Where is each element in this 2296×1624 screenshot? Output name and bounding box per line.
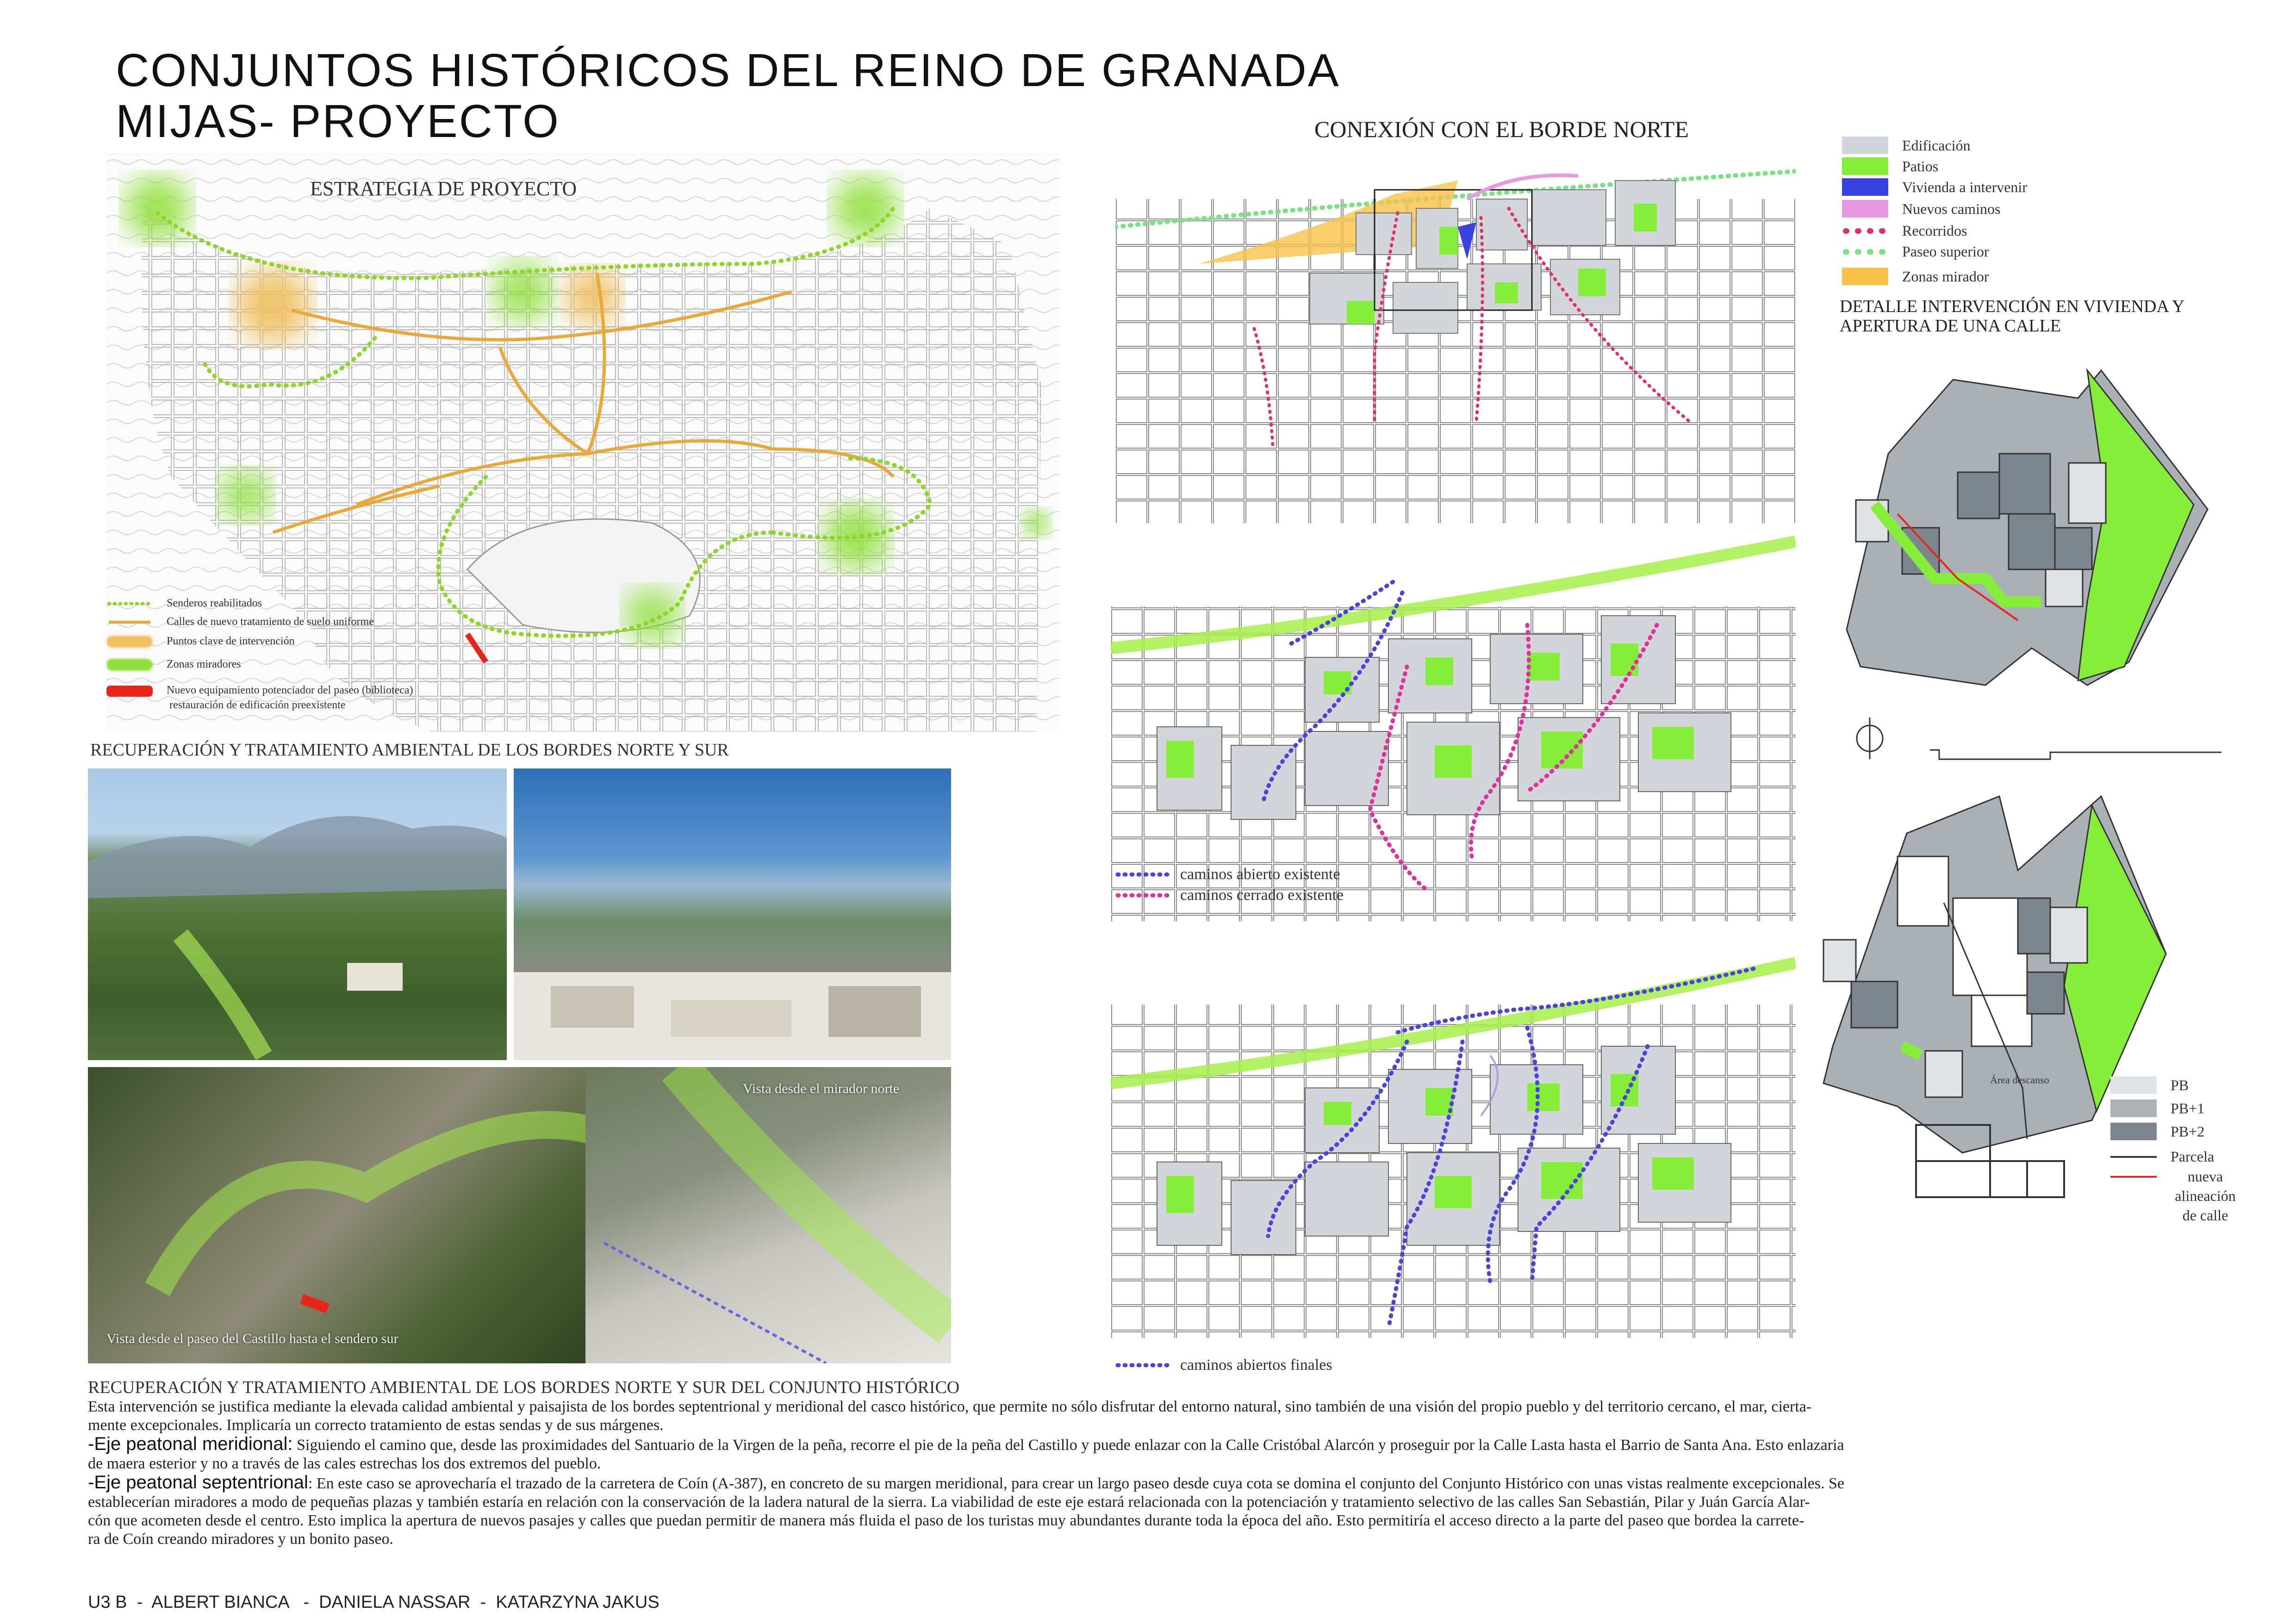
- recorridos-swatch: [1842, 225, 1888, 237]
- legend-label: Nuevos caminos: [1902, 200, 2001, 217]
- page-title-line2: MIJAS- PROYECTO: [116, 95, 560, 147]
- legend-item-vivienda: [1842, 178, 2027, 196]
- legend-label: caminos abiertos finales: [1180, 1356, 1332, 1374]
- septentrional-line-2: establecerían miradores a modo de pequeñas plazas y también estaría en relación con la conservación de la ladera natural de la sierra. La viabilidad de este eje estará relacionada con la potenciación y tratamiento selectivo de las calles San Sebastián, Pilar y Juán García Alar-: [88, 1493, 1810, 1511]
- vivienda-swatch: [1842, 178, 1888, 196]
- legend-item-zonas-mirador: [1842, 268, 1989, 285]
- zonas-mirador-swatch: [1842, 268, 1888, 285]
- photo-north-drawing: [585, 1067, 951, 1363]
- pb2-swatch: [2110, 1123, 2157, 1140]
- meridional-line-1: Siguiendo el camino que, desde las proximidades del Santuario de la Virgen de la peña, recorre el pie de la peña del Castillo y puede enlazar con la Calle Cristóbal Alarcón y proseguir por la Calle Lasta hasta el Barrio de Santa Ana. Esto enlazaria: [292, 1437, 1844, 1454]
- legend-label-2: restauración de edificación preexistente: [169, 699, 346, 711]
- alineacion-swatch: [2110, 1176, 2157, 1178]
- legend-item-keypoints: [106, 635, 295, 648]
- photos-section-title: RECUPERACIÓN Y TRATAMIENTO AMBIENTAL DE LOS BORDES NORTE Y SUR: [90, 740, 729, 760]
- north-edge-map-2-drawing: [1111, 532, 1796, 921]
- open-path-swatch: [1115, 870, 1176, 879]
- photo-mountain-view: [88, 768, 507, 1060]
- septentrional-line-1: : En este caso se aprovecharía el trazado de la carretera de Coín (A-387), en concreto de su margen meridional, para crear un largo paseo desde cuya cota se domina el conjunto del Conjunto Histórico con unas vistas realmente excepcionales. Se: [308, 1475, 1844, 1492]
- north-edge-map-2: [1111, 532, 1796, 921]
- north-edge-title: CONEXIÓN CON EL BORDE NORTE: [1314, 116, 1689, 142]
- legend-item-pb1: [2110, 1099, 2204, 1117]
- legend-item-streets: [106, 616, 374, 628]
- septentrional-paragraph: [88, 1473, 2198, 1493]
- north-edge-map-1-drawing: [1115, 144, 1796, 523]
- legend-label: Parcela: [2171, 1148, 2215, 1165]
- photo-caption-south: Vista desde el paseo del Castillo hasta el sendero sur: [106, 1331, 398, 1346]
- rest-area-label: Área descanso: [1990, 1074, 2049, 1086]
- dotted-trail-swatch: [106, 599, 153, 608]
- legend-item-trails: [106, 597, 262, 610]
- patios-swatch: [1842, 157, 1888, 175]
- legend-item-paseo-superior: [1842, 243, 1989, 260]
- pb-swatch: [2110, 1076, 2157, 1094]
- detail-title-line1: DETALLE INTERVENCIÓN EN VIVIENDA Y: [1840, 297, 2185, 316]
- legend-label: Nuevo equipamiento potenciador del paseo (biblioteca): [167, 684, 413, 696]
- closed-path-swatch: [1115, 891, 1176, 900]
- edificacion-swatch: [1842, 137, 1888, 154]
- legend-open-existing: [1115, 866, 1340, 883]
- septentrional-label: -Eje peatonal septentrional: [88, 1472, 308, 1493]
- legend-label: PB: [2171, 1076, 2189, 1093]
- legend-label: PB+1: [2171, 1099, 2205, 1117]
- paseo-superior-swatch: [1842, 246, 1888, 257]
- legend-label: nueva alineación de calle: [2175, 1168, 2236, 1224]
- legend-closed-existing: [1115, 887, 1344, 904]
- legend-item-edificacion: [1842, 137, 1970, 154]
- equipment-swatch: [106, 686, 153, 697]
- footer-credits: U3 B - ALBERT BIANCA - DANIELA NASSAR - KATARZYNA JAKUS: [88, 1593, 660, 1612]
- intro-line-2: mente excepcionales. Implicaría un correcto tratamiento de estas sendas y de sus márgenes.: [88, 1417, 664, 1434]
- photo-aerial-castle: [88, 1067, 597, 1363]
- keypoint-swatch: [106, 636, 153, 648]
- legend-item-equipment: [106, 683, 413, 712]
- north-edge-map-1: [1115, 144, 1796, 523]
- meridional-paragraph: [88, 1435, 2198, 1455]
- legend-item-nuevos-caminos: [1842, 200, 2000, 218]
- detail-title-line2: APERTURA DE UNA CALLE: [1840, 316, 2061, 336]
- legend-item-patios: [1842, 157, 1938, 175]
- nuevos-caminos-swatch: [1842, 200, 1888, 218]
- legend-label: Senderos reabilitados: [167, 597, 262, 609]
- street-line-swatch: [106, 618, 153, 627]
- legend-label: caminos abierto existente: [1180, 866, 1340, 883]
- strategy-map: [106, 153, 1060, 731]
- strategy-map-title: ESTRATEGIA DE PROYECTO: [310, 177, 577, 200]
- meridional-label: -Eje peatonal meridional:: [88, 1434, 293, 1454]
- septentrional-line-3: cón que acometen desde el centro. Esto implica la apertura de nuevos pasajes y calles que puedan permitir de manera más fluida el paso de los turistas muy abundantes durante toda la época del año. Esto permitiría el acceso directo a la parte del paseo que bordea la carrete-: [88, 1512, 1804, 1529]
- photo-mountain-drawing: [88, 768, 507, 1060]
- legend-item-pb2: [2110, 1123, 2204, 1140]
- legend-item-parcela: [2110, 1148, 2214, 1165]
- detail-plan-current-drawing: [1828, 361, 2221, 778]
- meridional-line-2: de maera esterior y no a través de las cales estrechas los dos extremos del pueblo.: [88, 1455, 601, 1472]
- mirador-swatch: [106, 659, 153, 671]
- legend-label: caminos cerrado existente: [1180, 887, 1344, 904]
- north-edge-map-3: [1111, 949, 1796, 1380]
- septentrional-line-4: ra de Coín creando miradores y un bonito paseo.: [88, 1530, 393, 1548]
- pb1-swatch: [2110, 1099, 2157, 1117]
- description-text: [88, 1377, 2198, 1549]
- photo-aerial-drawing: [88, 1067, 597, 1363]
- photo-coast-drawing: [514, 768, 951, 1060]
- legend-label: Patios: [1902, 157, 1939, 175]
- description-heading: RECUPERACIÓN Y TRATAMIENTO AMBIENTAL DE LOS BORDES NORTE Y SUR DEL CONJUNTO HISTÓRICO: [88, 1378, 960, 1397]
- page-title-line1: CONJUNTOS HISTÓRICOS DEL REINO DE GRANADA: [116, 44, 1340, 96]
- legend-label: PB+2: [2171, 1123, 2205, 1140]
- photo-coast-view: [514, 768, 951, 1060]
- legend-label: Calles de nuevo tratamiento de suelo uniforme: [167, 616, 374, 628]
- legend-label: Puntos clave de intervención: [167, 635, 295, 647]
- legend-item-miradores: [106, 658, 241, 671]
- legend-open-final: [1115, 1356, 1332, 1374]
- legend-item-alineacion: [2110, 1167, 2240, 1225]
- legend-label: Edificación: [1902, 137, 1971, 154]
- photo-caption-north: Vista desde el mirador norte: [743, 1081, 900, 1096]
- photo-north-mirador: [585, 1067, 951, 1363]
- legend-label: Zonas mirador: [1902, 268, 1989, 285]
- detail-plan-current: [1828, 361, 2221, 778]
- legend-label: Zonas miradores: [167, 658, 241, 670]
- intro-line-1: Esta intervención se justifica mediante la elevada calidad ambiental y paisajista de los bordes septentrional y meridional del casco histórico, que permite no sólo disfrutar del entorno natural, sino también de una visión del propio pueblo y del territorio cercano, el mar, cierta-: [88, 1398, 1812, 1415]
- open-final-swatch: [1115, 1361, 1176, 1370]
- parcela-swatch: [2110, 1156, 2157, 1158]
- legend-label: Paseo superior: [1902, 243, 1989, 260]
- legend-label: Vivienda a intervenir: [1902, 178, 2027, 195]
- legend-item-recorridos: [1842, 222, 1967, 239]
- legend-item-pb: [2110, 1076, 2189, 1094]
- legend-label: Recorridos: [1902, 222, 1967, 239]
- north-edge-map-3-drawing: [1111, 949, 1796, 1380]
